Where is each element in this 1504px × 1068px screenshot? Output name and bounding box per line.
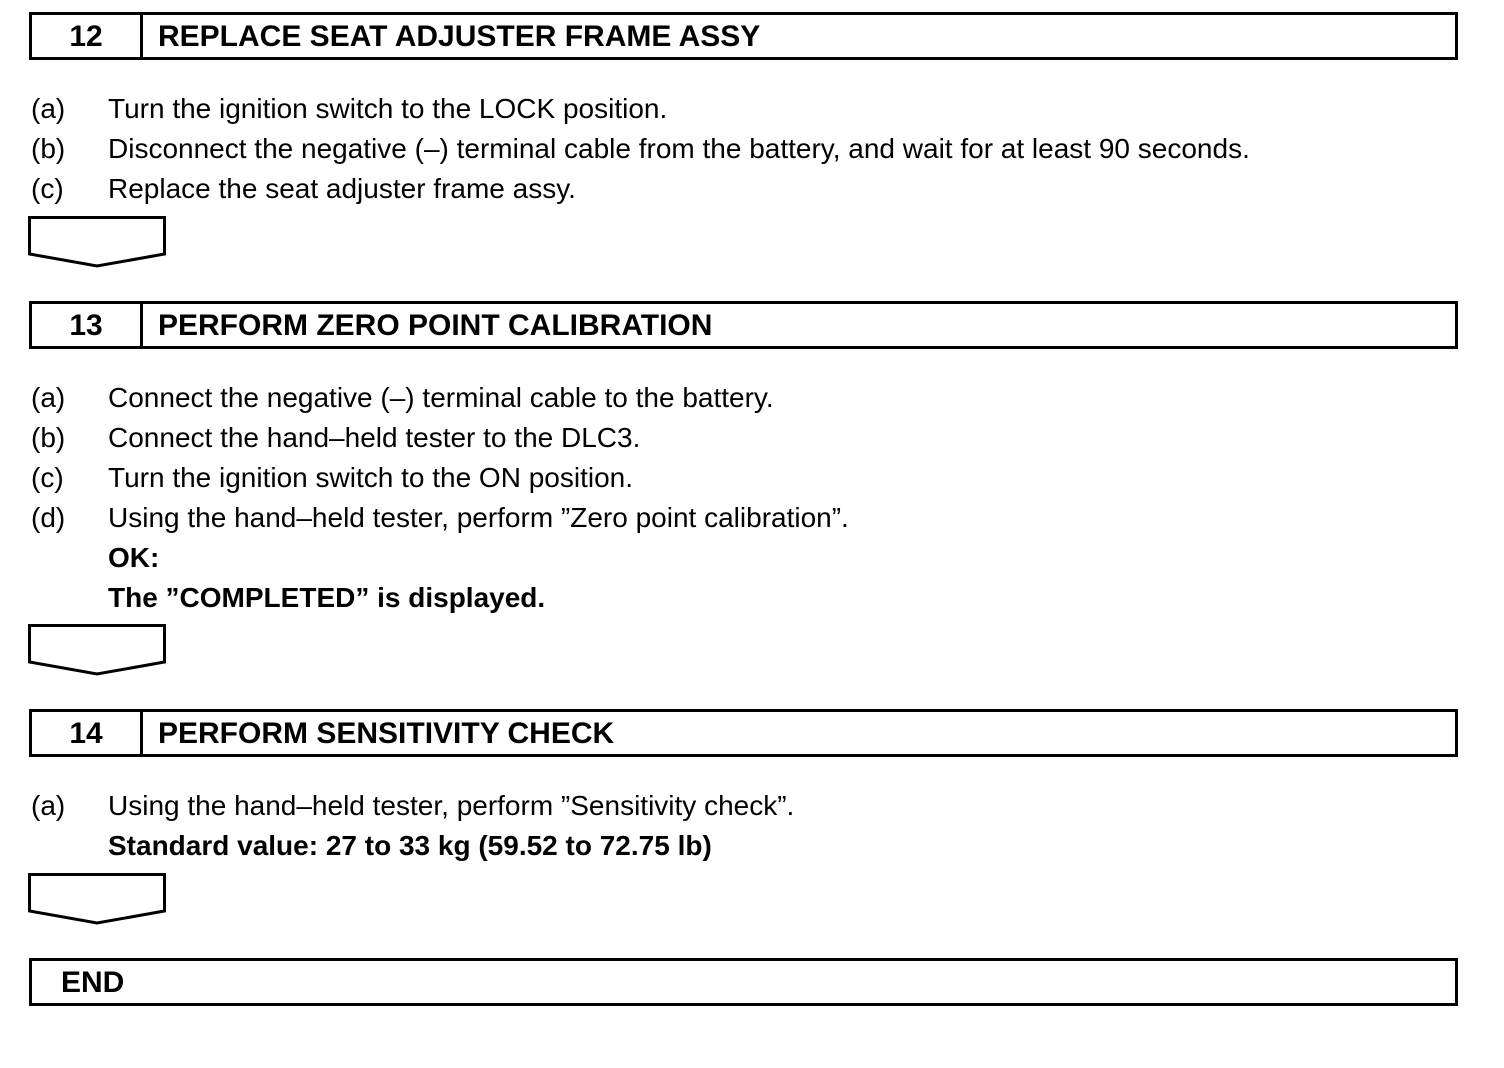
step-letter: (b) <box>31 422 66 453</box>
ok-result-text: The ”COMPLETED” is displayed. <box>108 582 546 613</box>
section-12-number: 12 <box>32 15 143 57</box>
end-box <box>29 958 1458 1006</box>
step-letter: (a) <box>31 382 66 413</box>
step-text: Connect the hand–held tester to the DLC3. <box>108 422 641 453</box>
step-letter: (c) <box>31 173 64 204</box>
ok-label: OK: <box>108 542 160 573</box>
section-13-number: 13 <box>32 304 143 346</box>
end-label: END <box>61 966 125 999</box>
step-text: Disconnect the negative (–) terminal cable from the battery, and wait for at least 90 seconds. <box>108 133 1250 164</box>
section-14-number: 14 <box>32 712 143 754</box>
step-text: Using the hand–held tester, perform ”Sensitivity check”. <box>108 790 795 821</box>
standard-value-text: Standard value: 27 to 33 kg (59.52 to 72.75 lb) <box>108 830 712 861</box>
step-letter: (a) <box>31 93 66 124</box>
step-letter: (c) <box>31 462 64 493</box>
section-12-header <box>29 12 1458 60</box>
step-letter: (d) <box>31 502 66 533</box>
step-text: Turn the ignition switch to the ON position. <box>108 462 633 493</box>
next-step-arrow-icon <box>28 216 166 268</box>
step-text: Replace the seat adjuster frame assy. <box>108 173 576 204</box>
section-13-title: PERFORM ZERO POINT CALIBRATION <box>158 309 713 342</box>
section-13-header <box>29 301 1458 349</box>
step-text: Connect the negative (–) terminal cable to the battery. <box>108 382 774 413</box>
section-14-header <box>29 709 1458 757</box>
step-text: Using the hand–held tester, perform ”Zero point calibration”. <box>108 502 849 533</box>
step-letter: (a) <box>31 790 66 821</box>
section-14-title: PERFORM SENSITIVITY CHECK <box>158 717 615 750</box>
section-12-title: REPLACE SEAT ADJUSTER FRAME ASSY <box>158 20 761 53</box>
next-step-arrow-icon <box>28 873 166 925</box>
step-text: Turn the ignition switch to the LOCK position. <box>108 93 668 124</box>
next-step-arrow-icon <box>28 624 166 676</box>
step-letter: (b) <box>31 133 66 164</box>
